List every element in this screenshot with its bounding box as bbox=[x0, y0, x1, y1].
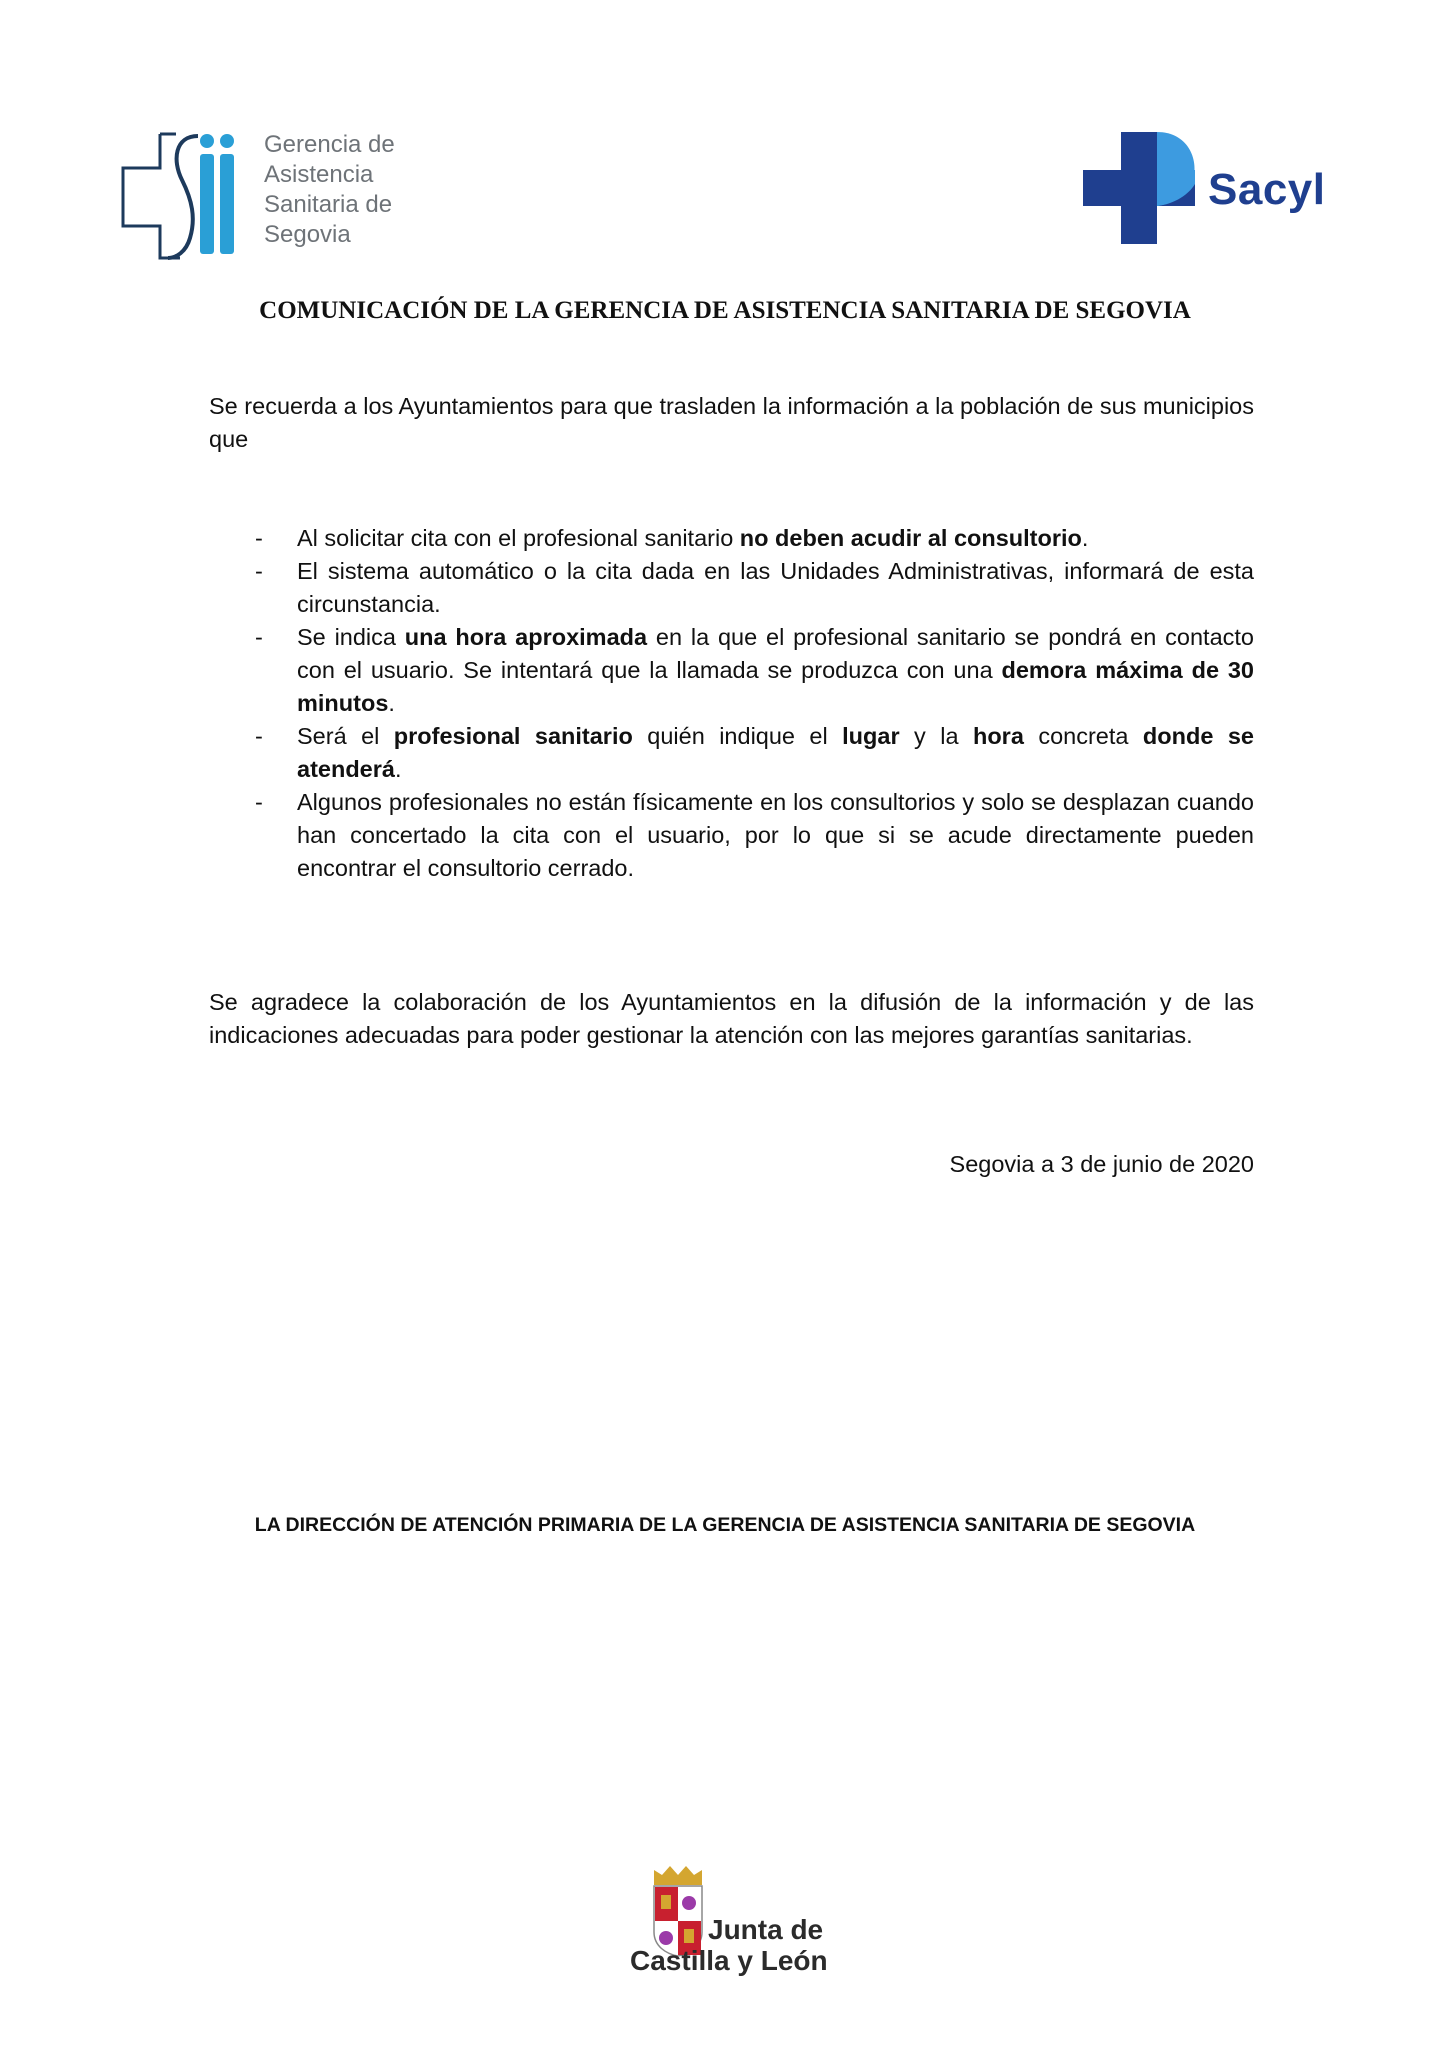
bullet-dash: - bbox=[255, 525, 263, 551]
bullet-text: . bbox=[394, 756, 402, 782]
bullet-emphasis: una hora aproximada bbox=[404, 624, 648, 650]
gerencia-logo bbox=[120, 128, 420, 264]
bullet-text: concreta bbox=[1023, 723, 1143, 749]
gerencia-logo-line: Segovia bbox=[264, 221, 351, 248]
intro-paragraph: Se recuerda a los Ayuntamientos para que trasladen la información a la población de sus municipios que bbox=[209, 393, 1254, 452]
bullet-text: Algunos profesionales no están físicamente en los consultorios y solo se desplazan cuando han concertado la cita con el usuario, por lo que si se acude directamente pueden encontrar el consultorio cerrado. bbox=[297, 789, 1254, 881]
document-date: Segovia a 3 de junio de 2020 bbox=[949, 1151, 1254, 1177]
bullet-dash: - bbox=[255, 723, 263, 749]
junta-logo bbox=[628, 1862, 848, 1992]
signature-line: LA DIRECCIÓN DE ATENCIÓN PRIMARIA DE LA GERENCIA DE ASISTENCIA SANITARIA DE SEGOVIA bbox=[254, 1514, 1196, 1536]
bullet-item bbox=[209, 720, 1254, 786]
sacyl-logo-text: Sacyl bbox=[1208, 165, 1326, 214]
bullet-item bbox=[209, 522, 1254, 555]
bullet-emphasis: hora bbox=[972, 723, 1024, 749]
bullet-emphasis: lugar bbox=[842, 723, 900, 749]
junta-logo-line2: Castilla y León bbox=[630, 1945, 828, 1976]
gerencia-emblem-icon bbox=[120, 128, 260, 264]
bullet-text: El sistema automático o la cita dada en las Unidades Administrativas, informará de esta circunstancia. bbox=[297, 558, 1254, 617]
junta-logo-line1: Junta de bbox=[708, 1914, 824, 1945]
closing-paragraph: Se agradece la colaboración de los Ayuntamientos en la difusión de la información y de las indicaciones adecuadas para poder gestionar la atención con las mejores garantías sanitarias. bbox=[209, 989, 1254, 1048]
bullet-item bbox=[209, 621, 1254, 720]
bullet-dash: - bbox=[255, 624, 263, 650]
bullet-item bbox=[209, 786, 1254, 885]
gerencia-logo-text bbox=[264, 130, 395, 250]
bullet-emphasis: profesional sanitario bbox=[393, 723, 633, 749]
bullet-text: en la que el profesional sanitario se pondrá en contacto con el usuario. Se intentará que la llamada se produzca con una bbox=[297, 624, 1254, 683]
bullet-text: Será el bbox=[297, 723, 394, 749]
bullet-emphasis: no deben acudir al consultorio bbox=[739, 525, 1082, 551]
bullet-dash: - bbox=[255, 789, 263, 815]
gerencia-logo-line: Sanitaria de bbox=[264, 191, 393, 218]
sacyl-logo bbox=[1083, 128, 1326, 248]
gerencia-logo-line: Asistencia bbox=[264, 161, 374, 188]
bullet-dash: - bbox=[255, 558, 263, 584]
bullet-item bbox=[209, 555, 1254, 621]
bullet-emphasis: demora máxima de 30 minutos bbox=[297, 657, 1254, 716]
bullet-text: Al solicitar cita con el profesional sanitario bbox=[297, 525, 740, 551]
bullet-text: quién indique el bbox=[632, 723, 843, 749]
bullet-text: . bbox=[1081, 525, 1089, 551]
bullet-emphasis: donde se atenderá bbox=[297, 723, 1254, 782]
bullet-text: y la bbox=[899, 723, 973, 749]
gerencia-logo-line: Gerencia de bbox=[264, 131, 395, 158]
bullet-list bbox=[209, 522, 1254, 885]
sacyl-cross-icon bbox=[1083, 128, 1208, 248]
bullet-text: Se indica bbox=[297, 624, 405, 650]
bullet-text: . bbox=[388, 690, 395, 716]
document-title: COMUNICACIÓN DE LA GERENCIA DE ASISTENCIA SANITARIA DE SEGOVIA bbox=[259, 297, 1191, 324]
